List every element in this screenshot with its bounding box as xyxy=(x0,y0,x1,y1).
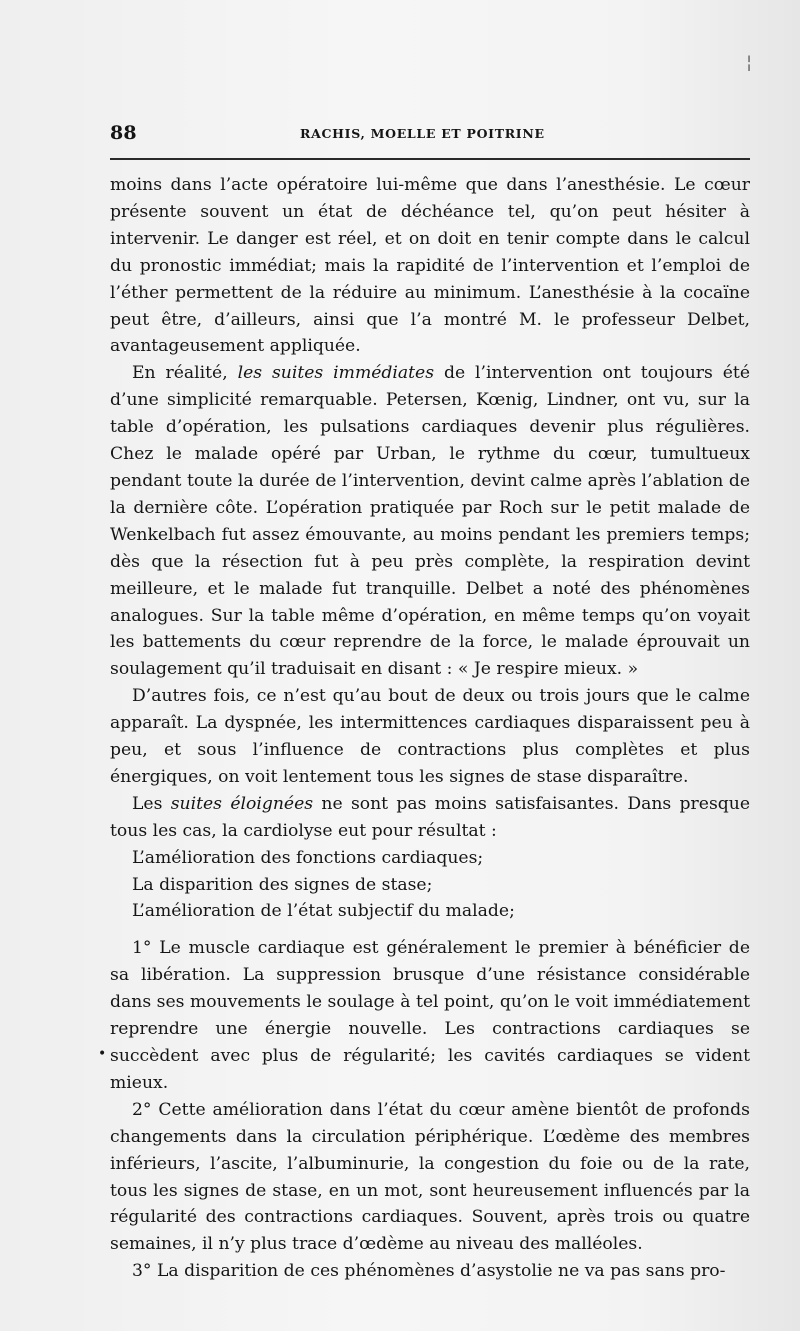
paragraph-3: D’autres fois, ce n’est qu’au bout de deux ou trois jours que le calme apparaît. La dyspnée, les intermittences cardiaques disparaissent peu à peu, et sous l’influence de contractions plus complètes et plus énergiques, on voit lentement tous les signes de stase disparaître. xyxy=(110,686,750,787)
list-item: L’amélioration de l’état subjectif du malade; xyxy=(132,901,515,922)
list-item: La disparition des signes de stase; xyxy=(132,874,433,895)
numbered-paragraph-2: 2° Cette amélioration dans l’état du cœur amène bientôt de profonds changements dans la circulation périphérique. L’œdème des membres inférieurs, l’ascite, l’albuminurie, la congestion du foie ou de la rate, tous les signes de stase, en un mot, sont heureusement influencés par la régularité des contractions cardiaques. Souvent, après trois ou quatre semaines, il n’y plus trace d’œdème au niveau des malléoles. xyxy=(110,1099,750,1255)
numbered-paragraph-1: 1° Le muscle cardiaque est généralement le premier à bénéficier de sa libération. La suppression brusque d’une résistance considérable dans ses mouvements le soulage à tel point, qu’on le voit immédiatement reprendre une énergie nouvelle. Les contractions cardiaques se succèdent avec plus de régularité; les cavités cardiaques se vident mieux. xyxy=(110,938,750,1093)
list-item: L’amélioration des fonctions cardiaques; xyxy=(132,847,484,868)
paragraph-1: moins dans l’acte opératoire lui-même que dans l’anesthésie. Le cœur présente souvent un état de déchéance tel, qu’on peut hésiter à intervenir. Le danger est réel, et on doit en tenir compte dans le calcul du pronostic immédiat; mais la rapidité de l’intervention et l’emploi de l’éther permettent de la réduire au minimum. L’anesthésie à la cocaïne peut être, d’ailleurs, ainsi que l’a montré M. le professeur Delbet, avantageusement appliquée. xyxy=(110,175,750,357)
paragraph-2-start: En réalité, xyxy=(132,363,238,384)
paragraph-4-rest: ne sont pas moins satisfaisantes. Dans presque tous les cas, la cardiolyse eut pour résultat : xyxy=(110,793,751,841)
spacer xyxy=(110,925,750,935)
numbered-paragraph-3: 3° La disparition de ces phénomènes d’asystolie ne va pas sans pro- xyxy=(132,1261,726,1282)
paragraph-2-rest: de l’intervention ont toujours été d’une simplicité remarquable. Petersen, Kœnig, Lindner, ont vu, sur la table d’opération, les pulsations cardiaques devenir plus régulières. Chez le malade opéré par Urban, le rythme du cœur, tumultueux pendant toute la durée de l’intervention, devint calme après l’ablation de la dernière côte. L’opération pratiquée par Roch sur le petit malade de Wenkelbach fut assez émouvante, au moins pendant les premiers temps; dès que la résection fut à peu près complète, la respiration devint meilleure, et le malade fut tranquille. Delbet a noté des phénomènes analogues. Sur la table même d’opération, en même temps qu’on voyait les battements du cœur reprendre de la force, le malade éprouvait un soulagement qu’il traduisait en disant : « Je respire mieux. » xyxy=(110,363,750,680)
paragraph-4 xyxy=(110,791,750,845)
scan-mark: ¦ xyxy=(746,52,753,73)
page-number: 88 xyxy=(110,122,137,144)
running-head: RACHIS, MOELLE ET POITRINE xyxy=(300,126,545,141)
paragraph-2 xyxy=(110,360,750,683)
margin-mark: • xyxy=(98,1046,107,1062)
italic-suites-eloignees: suites éloignées xyxy=(170,793,314,814)
page-body xyxy=(110,172,750,1285)
italic-suites-immediates: les suites immédiates xyxy=(237,363,435,384)
paragraph-4-start: Les xyxy=(132,793,171,814)
page-header xyxy=(110,118,750,158)
header-rule xyxy=(110,158,750,160)
